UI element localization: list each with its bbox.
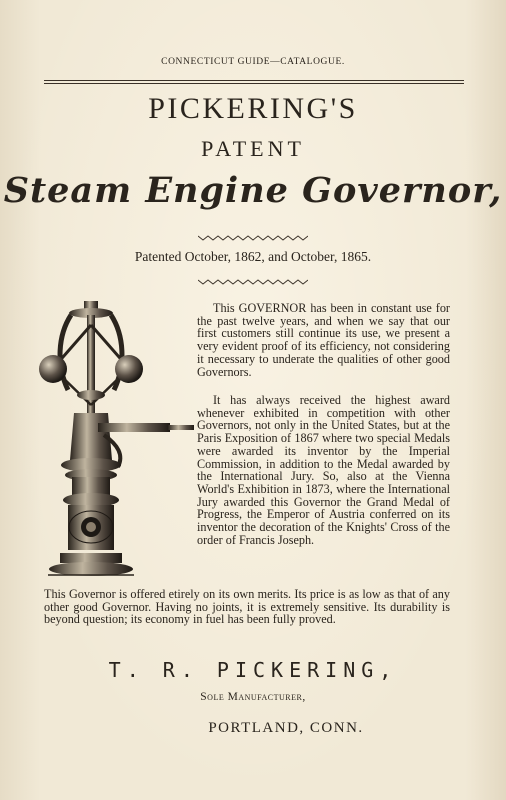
title-line-1: PICKERING'S [148, 92, 358, 125]
header-rule-2 [44, 83, 464, 84]
title-line-2: PATENT [201, 136, 305, 161]
title-line-3: Steam Engine Governor, [3, 170, 503, 211]
ornament-zigzag-2 [198, 278, 308, 286]
paragraph-1: This GOVERNOR has been in constant use for the past twelve years, and when we say that our first customers still continue its use, we present a very evident proof of its efficiency, not considering it necessary to underate the qualities of other good Governors. [197, 301, 450, 379]
governor-illustration [38, 295, 198, 585]
patented-dates: Patented October, 1862, and October, 1865. [134, 249, 372, 264]
paragraph-2: It has always received the highest award whenever exhibited in competition with other Governors, not only in the United States, but at the Paris Exposition of 1867 where two special Medals were awarded its inventor by the Imperial Commission, in addition to the Medal awarded by the International Jury. So, also at the Vienna World's Exhibition in 1873, where the International Jury awarded this Governor the Grand Medal of Progress, the Emperor of Austria conferred on its inventor the decoration of the Knights' Cross of the order of Francis Joseph. [197, 393, 450, 547]
header-rule [44, 80, 464, 81]
manufacturer-name: T. R. PICKERING, [108, 658, 398, 682]
manufacturer-role: Sole Manufacturer, [200, 691, 306, 703]
ornament-zigzag-1 [198, 234, 308, 242]
paragraph-3: This Governor is offered etirely on its own merits. Its price is as low as that of any other good Governor. Having no joints, it is extremely sensitive. Its durability is beyond question; its economy in fuel has been fully proved. [44, 587, 450, 627]
running-head: CONNECTICUT GUIDE—CATALOGUE. [161, 57, 345, 67]
manufacturer-place: PORTLAND, CONN. [208, 720, 364, 736]
